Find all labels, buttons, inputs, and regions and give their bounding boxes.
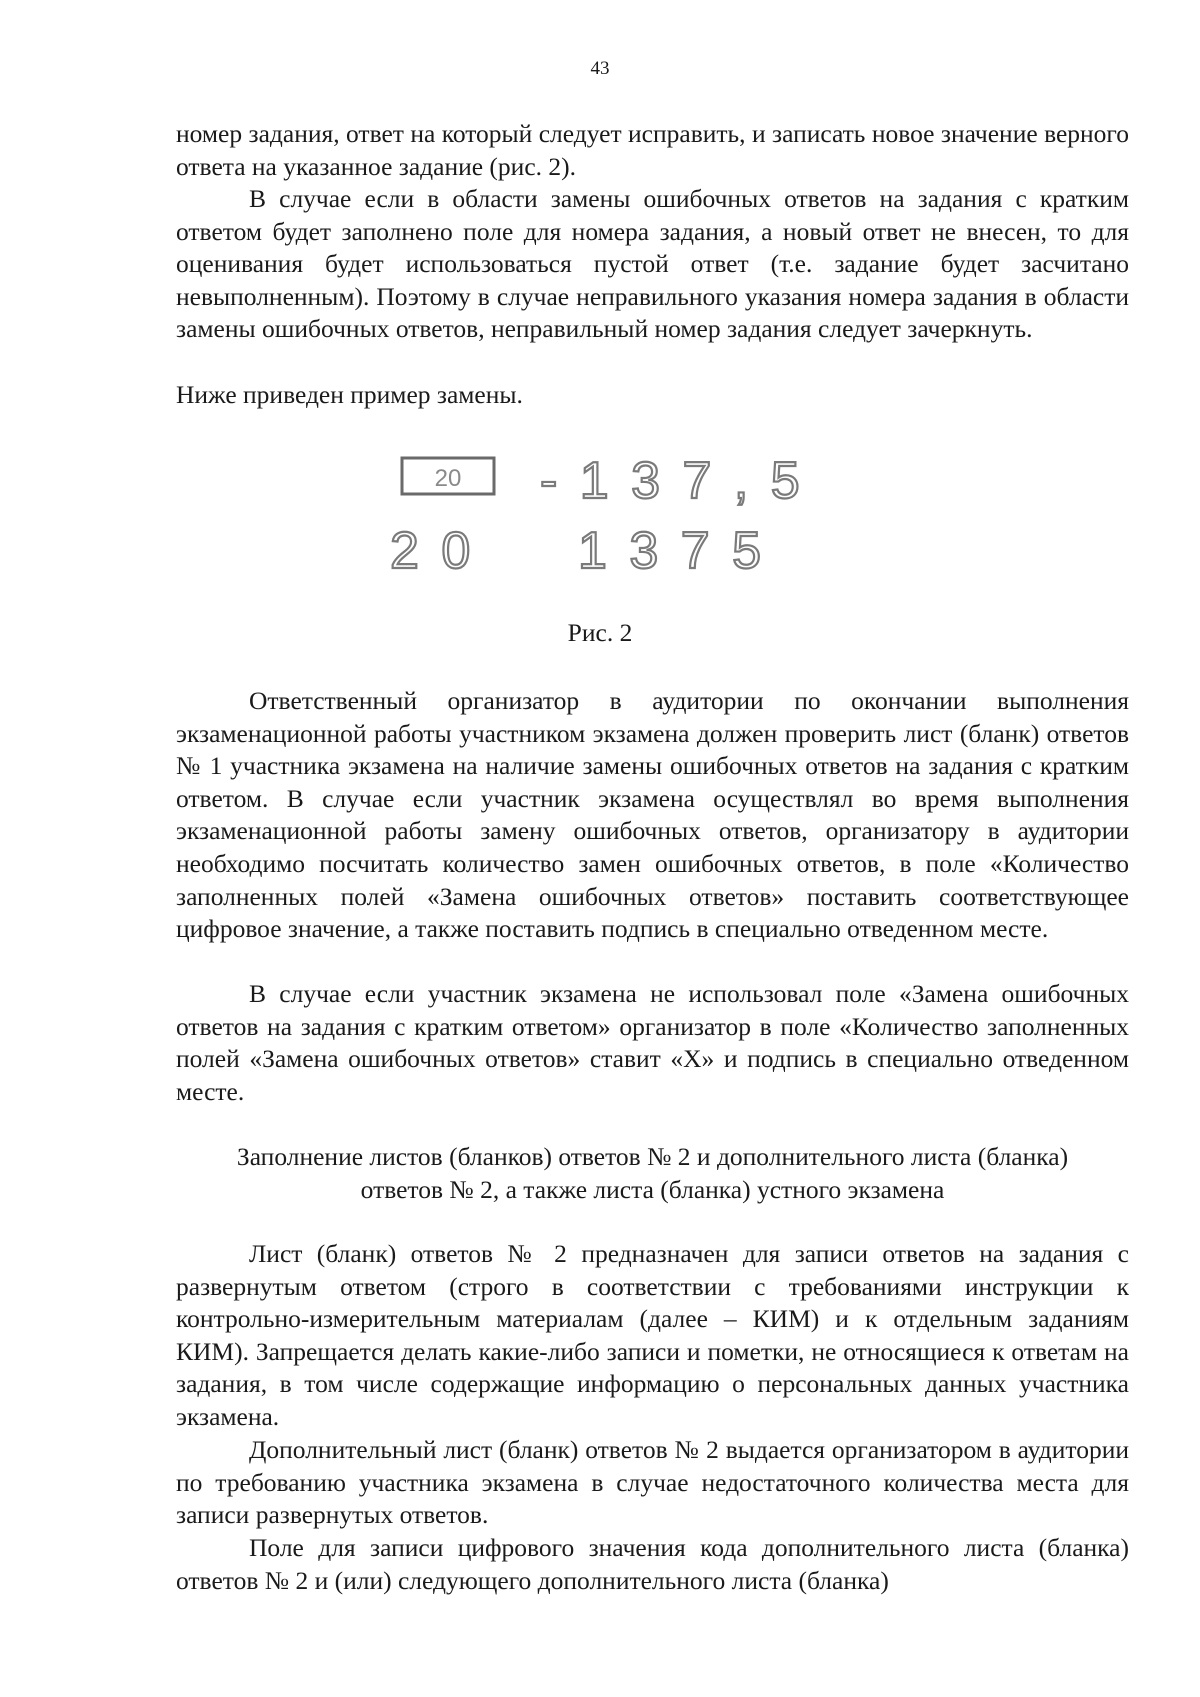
first-answer-text: - 1 3 7 , 5 [540, 452, 804, 510]
section-heading: Заполнение листов (бланков) ответов № 2 и дополнительного листа (бланка) ответов № 2, а также листа (бланка) устного экзамена [236, 1142, 1069, 1204]
paragraph: В случае если в области замены ошибочных ответов на задания с кратким ответом будет заполнено поле для номера задания, а новый ответ не внесен, то для оценивания будет использоваться пустой ответ (т.е. задание будет засчитано невыполненным). Поэтому в случае неправильного указания номера задания в области замены ошибочных ответов, неправильный номер задания следует зачеркнуть. [176, 184, 1129, 344]
paragraph: Ответственный организатор в аудитории по окончании выполнения экзаменационной работы участником экзамена должен проверить лист (бланк) ответов № 1 участника экзамена на наличие замены ошибочных ответов на задания с кратким ответом. В случае если участник экзамена осуществлял во время выполнения экзаменационной работы замену ошибочных ответов, организатору в аудитории необходимо посчитать количество замен ошибочных ответов, в поле «Количество заполненных полей «Замена ошибочных ответов» поставить соответствующее цифровое значение, а также поставить подпись в специально отведенном месте. [176, 686, 1129, 944]
paragraph: Поле для записи цифрового значения кода дополнительного листа (бланка) ответов № 2 и (или) следующего дополнительного листа (бланка) [176, 1533, 1129, 1595]
paragraph: номер задания, ответ на который следует исправить, и записать новое значение верного ответа на указанное задание (рис. 2). [176, 119, 1129, 181]
handwriting-sample [390, 440, 910, 590]
paragraph: Дополнительный лист (бланк) ответов № 2 выдается организатором в аудитории по требованию участника экзамена в случае недостаточного количества места для записи развернутых ответов. [176, 1435, 1129, 1530]
paragraph: В случае если участник экзамена не использовал поле «Замена ошибочных ответов на задания с кратким ответом» организатор в поле «Количество заполненных полей «Замена ошибочных ответов» ставит «X» и подпись в специально отведенном месте. [176, 979, 1129, 1106]
handwritten-replacement-figure [390, 440, 910, 590]
paragraph: Лист (бланк) ответов № 2 предназначен для записи ответов на задания с развернутым ответом (строго в соответствии с требованиями инструкции к контрольно-измерительным материалам (далее – КИМ) и к отдельным заданиям КИМ). Запрещается делать какие-либо записи и пометки, не относящиеся к ответам на задания, в том числе содержащие информацию о персональных данных участника экзамена. [176, 1239, 1129, 1431]
corrected-answer-text: 1 3 7 5 [578, 522, 766, 580]
figure-caption: Рис. 2 [567, 618, 633, 647]
task-number-handwritten: 2 0 [390, 522, 475, 580]
paragraph: Ниже приведен пример замены. [176, 380, 523, 409]
task-number-box-text: 20 [434, 465, 462, 492]
page-number: 43 [590, 58, 610, 79]
